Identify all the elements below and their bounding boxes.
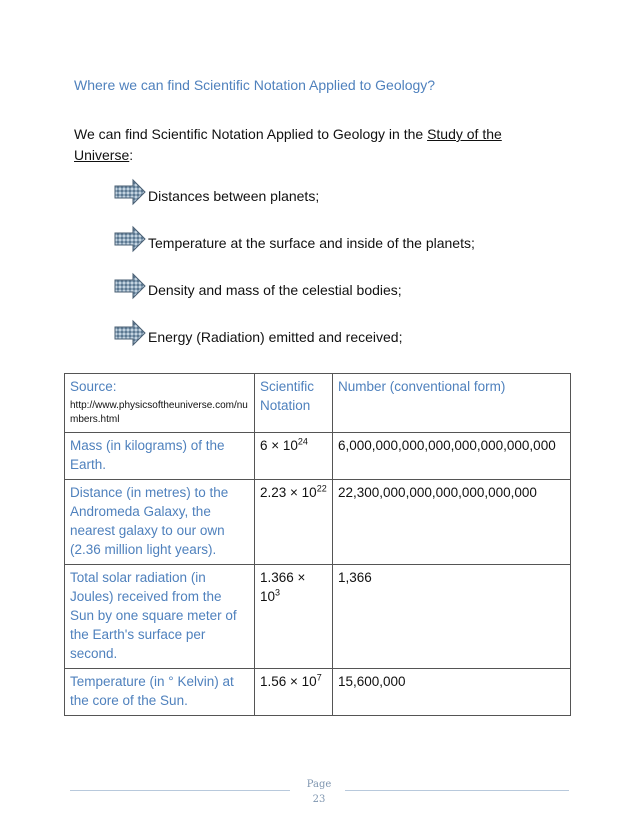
row-scientific bbox=[255, 669, 333, 716]
source-cell bbox=[65, 374, 255, 433]
row-description: Distance (in metres) to the Andromeda Galaxy, the nearest galaxy to our own (2.36 million light years). bbox=[65, 480, 255, 565]
table-row bbox=[65, 433, 571, 480]
sci-exponent: 7 bbox=[316, 672, 322, 683]
row-number: 15,600,000 bbox=[333, 669, 571, 716]
sci-exponent: 3 bbox=[275, 587, 281, 598]
sci-exponent: 22 bbox=[316, 483, 327, 494]
page-heading: Where we can find Scientific Notation Applied to Geology? bbox=[74, 77, 436, 93]
bullet-text: Energy (Radiation) emitted and received; bbox=[148, 329, 403, 345]
sci-base: 6 × 10 bbox=[260, 438, 298, 453]
intro-text-end: : bbox=[129, 147, 134, 163]
row-number: 22,300,000,000,000,000,000,000 bbox=[333, 480, 571, 565]
intro-paragraph bbox=[74, 124, 544, 166]
sci-exponent: 24 bbox=[297, 436, 308, 447]
intro-text-start: We can find Scientific Notation Applied to Geology in the bbox=[74, 126, 428, 142]
sci-base: 2.23 × 10 bbox=[260, 485, 317, 500]
page-label: Page bbox=[306, 779, 332, 790]
table-row bbox=[65, 480, 571, 565]
row-description: Mass (in kilograms) of the Earth. bbox=[65, 433, 255, 480]
row-description: Total solar radiation (in Joules) received from the Sun by one square meter of the Earth's surface per second. bbox=[65, 565, 255, 669]
header-scientific-notation: Scientific Notation bbox=[255, 374, 333, 433]
bullet-text: Distances between planets; bbox=[148, 188, 320, 204]
page-number-block bbox=[300, 777, 338, 807]
row-number: 1,366 bbox=[333, 565, 571, 669]
row-description: Temperature (in ° Kelvin) at the core of the Sun. bbox=[65, 669, 255, 716]
row-scientific bbox=[255, 565, 333, 669]
sci-base: 1.366 × 10 bbox=[260, 570, 306, 604]
table-header-row bbox=[65, 374, 571, 433]
row-number: 6,000,000,000,000,000,000,000,000 bbox=[333, 433, 571, 480]
row-scientific bbox=[255, 480, 333, 565]
header-conventional-number: Number (conventional form) bbox=[333, 374, 571, 433]
row-scientific bbox=[255, 433, 333, 480]
bullet-text: Temperature at the surface and inside of the planets; bbox=[148, 235, 475, 251]
footer-divider-left bbox=[70, 790, 290, 791]
bullet-text: Density and mass of the celestial bodies; bbox=[148, 282, 402, 298]
page-number: 23 bbox=[312, 794, 326, 805]
footer-divider-right bbox=[345, 790, 569, 791]
source-url: http://www.physicsoftheuniverse.com/numbers.html bbox=[70, 400, 248, 425]
sci-base: 1.56 × 10 bbox=[260, 674, 317, 689]
notation-table bbox=[64, 373, 571, 716]
table-row bbox=[65, 565, 571, 669]
intro-underlined-text: Study of the Universe bbox=[74, 126, 502, 163]
source-label: Source: bbox=[70, 379, 117, 394]
table-row bbox=[65, 669, 571, 716]
